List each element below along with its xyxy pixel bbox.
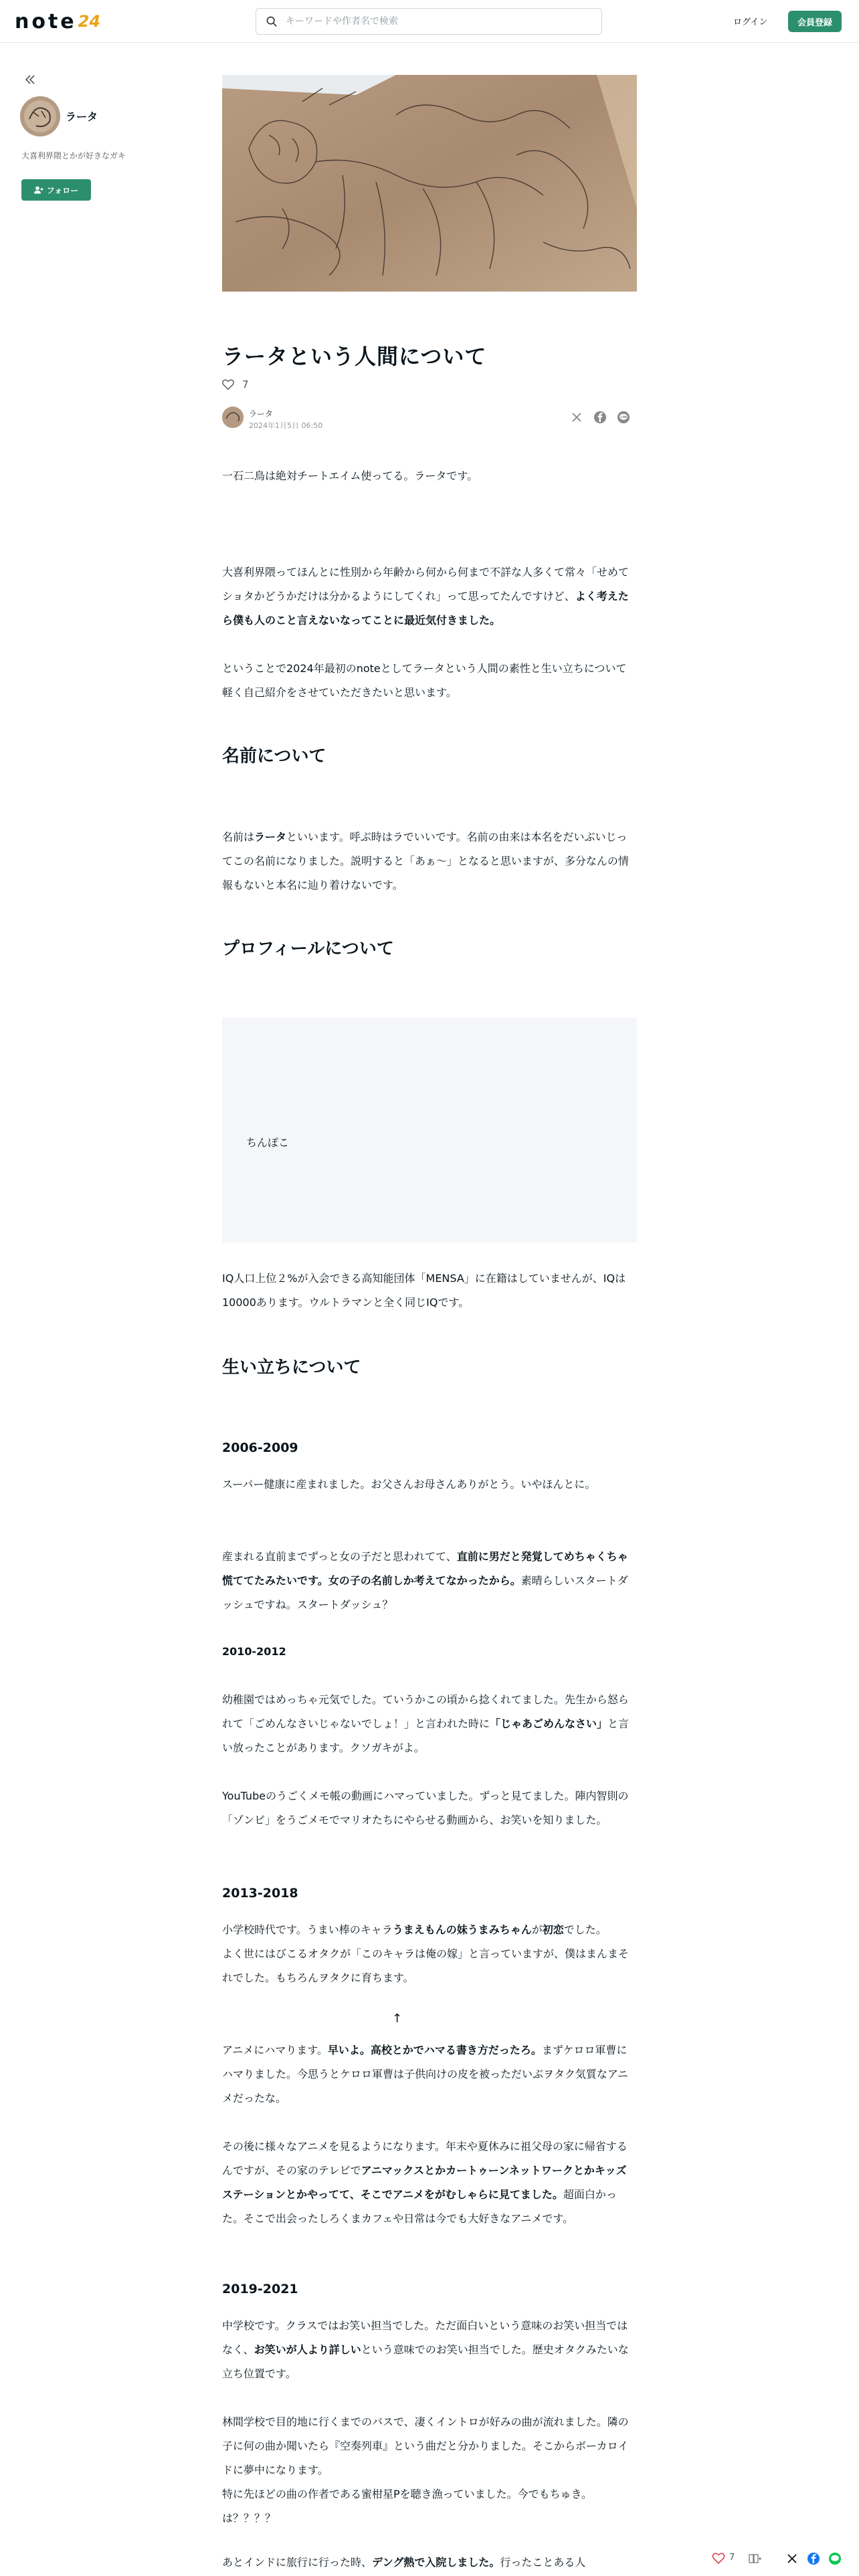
note-logo[interactable]: [15, 9, 100, 33]
paragraph-2013-2: アニメにハマります。早いよ。高校とかでハマる書き方だったろ。まずケロロ軍曹にハマりました。今思うとケロロ軍曹は子供向けの皮を被っただいぶヲタク気質なアニメだったな。: [222, 2044, 629, 2105]
follow-button[interactable]: [21, 179, 91, 201]
logo-24-mark: 24: [78, 12, 101, 31]
paragraph-2013-1: 小学校時代です。うまい棒のキャラうまえもんの妹うまみちゃんが初恋でした。 よく世にはびこるオタクが「このキャラは俺の嫁」と言っていますが、僕はまんまそれでした。もちろんヲタクに育ちます。: [222, 1923, 630, 1984]
signup-button[interactable]: 会員登録: [788, 11, 842, 32]
post-date: 2024年1月5日 06:50: [249, 421, 323, 430]
paragraph-2010-1: 幼稚園ではめっちゃ元気でした。ていうかこの頃から捻くれてました。先生から怒られて「ごめんなさいじゃないでしょ！」と言われた時に「じゃあごめんなさい」と言い放ったことがあります。クソガキがよ。: [222, 1693, 630, 1754]
facebook-share-icon[interactable]: [807, 2552, 820, 2565]
logo-text: note: [15, 9, 77, 33]
site-header: [0, 0, 859, 43]
paragraph-2019-1: 中学校です。クラスではお笑い担当でした。ただ面白いという意味のお笑い担当ではなく、お笑いが人より詳しいという意味でのお笑い担当でした。歴史オタクみたいな立ち位置です。: [222, 2319, 629, 2380]
facebook-share-icon[interactable]: [593, 411, 607, 424]
paragraph-2010-2: YouTubeのうごくメモ帳の動画にハマっていました。ずっと見てました。陣内智則の「ゾンビ」をうごメモでマリオたちにやらせる動画から、お笑いを知りました。: [222, 1790, 629, 1826]
heading-profile: プロフィールについて: [222, 939, 394, 959]
collapse-sidebar-icon[interactable]: [23, 72, 37, 87]
follow-label: フォロー: [46, 185, 79, 195]
heading-2010-2012: 2010-2012: [222, 1645, 286, 1658]
heart-icon[interactable]: [222, 379, 234, 390]
line-share-icon[interactable]: [617, 411, 630, 424]
creator-avatar[interactable]: [20, 96, 60, 136]
paragraph-iq: IQ人口上位２%が入会できる高知能団体「MENSA」に在籍はしていませんが、IQは10000あります。ウルトラマンと全く同じIQです。: [222, 1272, 626, 1309]
paragraph-name: 名前はラータといいます。呼ぶ時はラでいいです。名前の由来は本名をだいぶいじってこの名前になりました。説明すると「あぁ〜」となると思いますが、多分なんの情報もないと本名に辿り着けないです。: [222, 831, 629, 891]
quote-text: ちんぽこ: [246, 1136, 290, 1149]
author-avatar[interactable]: [222, 407, 244, 428]
paragraph-2006-1: スーパー健康に産まれました。お父さんお母さんありがとう。いやほんとに。: [222, 1478, 596, 1491]
x-share-icon[interactable]: [570, 411, 583, 424]
paragraph-2013-3: その後に様々なアニメを見るようになります。年末や夏休みに祖父母の家に帰省するんですが、その家のテレビでアニマックスとかカートゥーンネットワークとかキッズステーションとかやってて、そこでアニメをがむしゃらに見てました。超面白かった。そこで出会ったしろくまカフェや日常は今でも大好きなアニメです。: [222, 2140, 628, 2225]
intro-paragraph: 一石二鳥は絶対チートエイム使ってる。ラータです。: [222, 469, 478, 482]
paragraph-2019-3: あとインドに旅行に行った時、デング熱で入院しました。行ったことある人: [222, 2556, 586, 2569]
search-box[interactable]: [256, 8, 602, 35]
paragraph-2019-2: 林間学校で目的地に行くまでのバスで、凄くイントロが好みの曲が流れました。隣の子に何の曲か聞いたら『空奏列車』という曲だと分かりました。そこからボーカロイドに夢中になります。 特に先ほどの曲の作者である蜜柑星Pを聴き漁っていました。今でもちゅき。は？？？？: [222, 2416, 629, 2525]
heading-2013-2018: 2013-2018: [222, 1886, 298, 1901]
heading-history: 生い立ちについて: [222, 1358, 361, 1378]
paragraph-2: ということで2024年最初のnoteとしてラータという人間の素性と生い立ちについて軽く自己紹介をさせていただきたいと思います。: [222, 662, 627, 699]
article-title: ラータという人間について: [222, 344, 487, 369]
heading-name: 名前について: [222, 746, 326, 766]
hero-image: [222, 75, 637, 292]
search-icon: [266, 15, 278, 27]
creator-name[interactable]: ラータ: [66, 110, 98, 123]
paragraph-1: 大喜利界隈ってほんとに性別から年齢から何から何まで不詳な人多くて常々「せめてショタかどうかだけは分かるようにしてくれ」って思ってたんですけど、よく考えたら僕も人のこと言えないなってことに最近気付きました。: [222, 566, 630, 627]
paragraph-2006-2: 産まれる直前までずっと女の子だと思われてて、直前に男だと発覚してめちゃくちゃ慌ててたみたいです。女の子の名前しか考えてなかったから。素晴らしいスタートダッシュですね。スタートダッシュ？: [222, 1550, 628, 1611]
heart-icon[interactable]: [712, 2552, 725, 2565]
add-user-icon: [34, 186, 43, 194]
like-area[interactable]: [222, 379, 249, 391]
x-share-icon[interactable]: [785, 2552, 799, 2565]
heading-2019-2021: 2019-2021: [222, 2282, 298, 2296]
login-link[interactable]: ログイン: [733, 17, 768, 27]
search-input[interactable]: [286, 16, 580, 27]
arrow-mark: ↑: [392, 2012, 403, 2026]
magazine-add-icon[interactable]: [748, 2552, 761, 2565]
creator-bio: 大喜利界隈とかが好きなガキ: [21, 151, 126, 160]
like-count: 7: [242, 379, 249, 391]
quote-block: [222, 1018, 637, 1243]
line-share-icon[interactable]: [828, 2552, 842, 2565]
heading-2006-2009: 2006-2009: [222, 1440, 298, 1455]
floating-action-bar: [712, 2545, 859, 2572]
author-name[interactable]: ラータ: [249, 409, 274, 419]
bottom-like-count: 7: [729, 2553, 735, 2563]
